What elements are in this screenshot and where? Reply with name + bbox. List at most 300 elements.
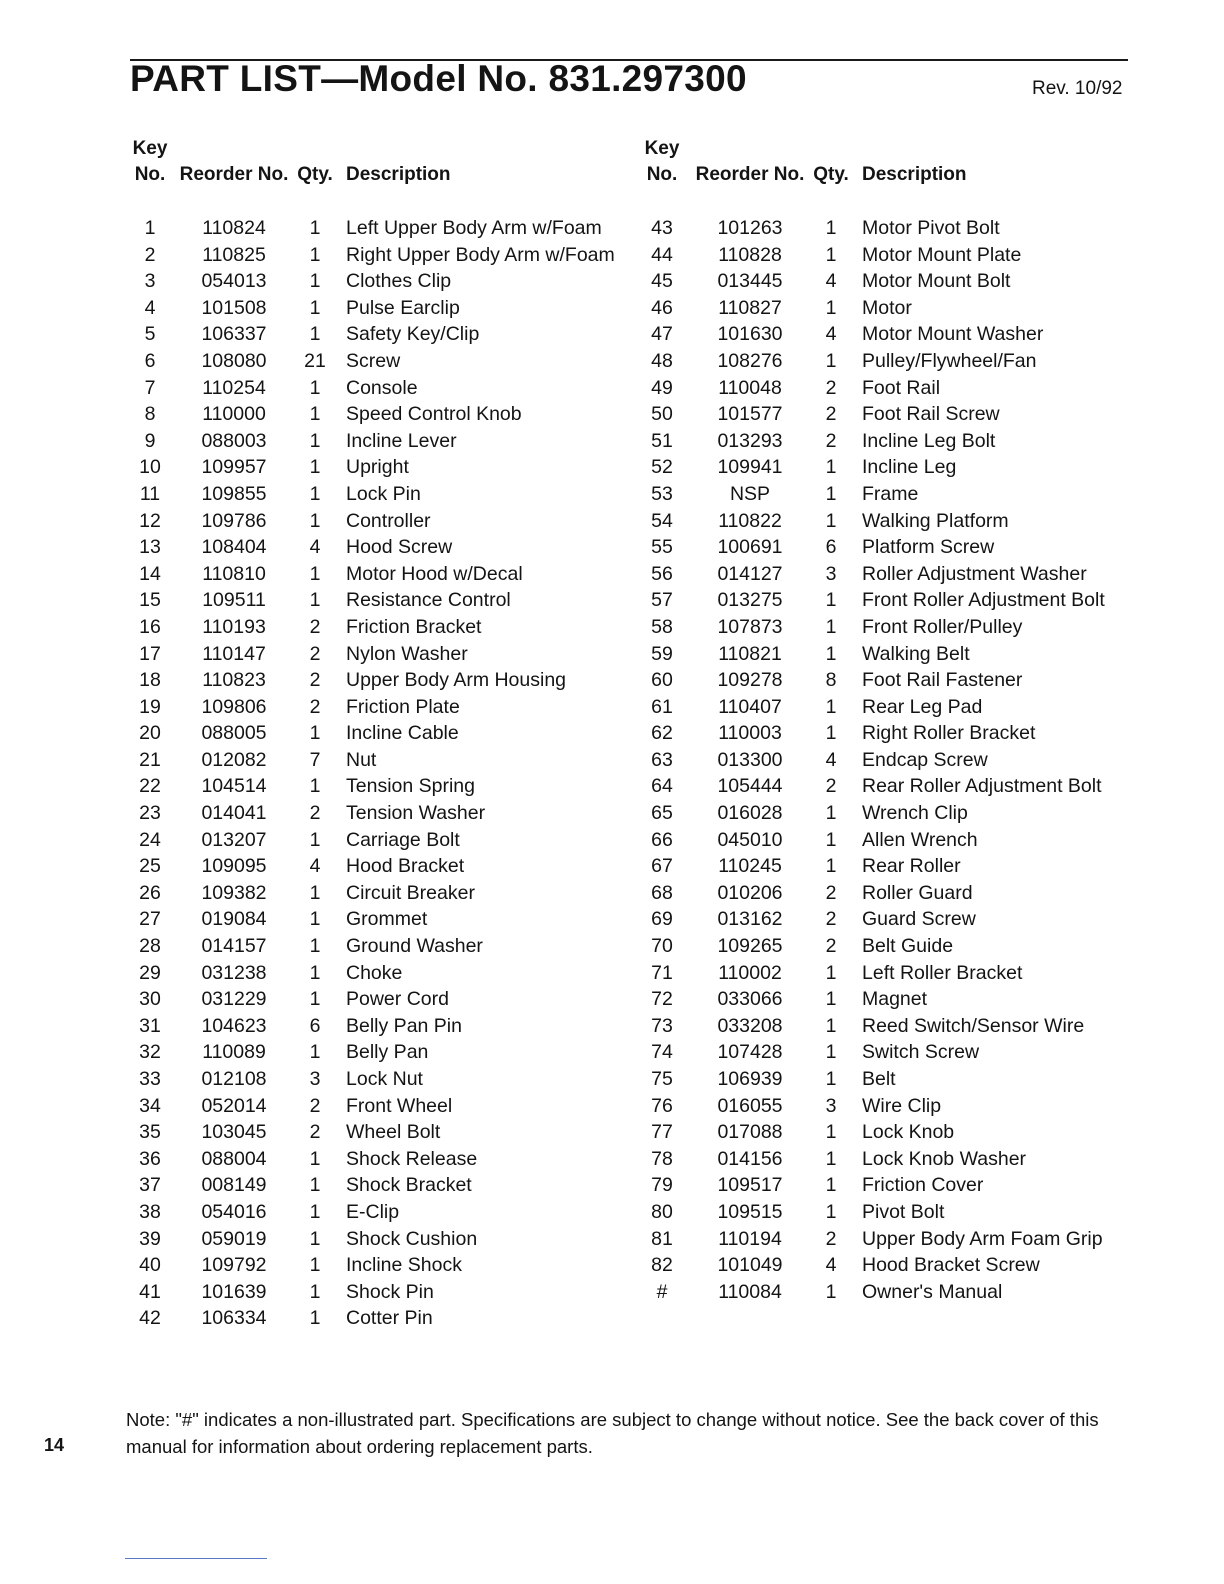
part-reorder-number: 013207: [201, 828, 267, 851]
part-reorder-number: 110000: [202, 403, 266, 426]
part-description: Wire Clip: [862, 1094, 942, 1117]
part-reorder-number: 110827: [718, 296, 782, 319]
part-key: 11: [139, 482, 161, 505]
part-reorder-number: 110245: [718, 855, 782, 878]
part-reorder-number: 019084: [201, 908, 267, 931]
part-reorder-number: 110147: [202, 642, 266, 665]
table-row: [128, 694, 615, 721]
part-quantity: 1: [825, 1068, 837, 1090]
header-key: Key No.: [644, 138, 680, 185]
part-reorder-number: 052014: [201, 1094, 267, 1117]
table-row: [636, 1252, 1105, 1279]
part-reorder-number: 105444: [717, 775, 783, 798]
part-quantity: 4: [825, 748, 837, 771]
part-key: 71: [651, 961, 673, 984]
table-row: [636, 773, 1105, 800]
table-row: [128, 1252, 615, 1279]
table-header: [128, 132, 615, 188]
part-quantity: 2: [825, 429, 837, 452]
part-description: Front Wheel: [346, 1094, 453, 1117]
part-description: Tension Spring: [346, 775, 475, 798]
table-row: [636, 1279, 1105, 1306]
table-row: [128, 1305, 615, 1332]
part-quantity: 1: [309, 961, 321, 984]
table-row: [128, 827, 615, 854]
header-reorder: Reorder No.: [695, 164, 805, 185]
header-reorder: Reorder No.: [179, 164, 289, 185]
table-row: [636, 428, 1105, 455]
part-reorder-number: 109957: [201, 456, 267, 479]
table-row: [128, 906, 615, 933]
part-reorder-number: 110822: [718, 509, 782, 532]
table-row: [636, 880, 1105, 907]
part-description: Belt: [862, 1068, 896, 1090]
part-quantity: 1: [825, 642, 837, 665]
part-quantity: 1: [825, 722, 837, 745]
part-description: Upper Body Arm Housing: [346, 669, 567, 692]
part-quantity: 1: [309, 217, 321, 239]
part-quantity: 2: [825, 403, 837, 426]
part-key: #: [656, 1280, 668, 1303]
part-quantity: 3: [825, 562, 837, 585]
part-key: 2: [144, 243, 156, 266]
part-description: Shock Cushion: [346, 1227, 478, 1250]
part-quantity: 1: [825, 349, 837, 372]
part-quantity: 2: [309, 1121, 321, 1144]
part-description: Friction Plate: [346, 695, 460, 718]
table-row: [636, 587, 1105, 614]
part-key: 5: [144, 323, 156, 346]
part-reorder-number: 033208: [717, 1014, 783, 1037]
part-reorder-number: NSP: [729, 482, 771, 505]
part-quantity: 21: [304, 349, 326, 372]
part-description: Foot Rail Fastener: [862, 669, 1023, 692]
part-key: 27: [139, 908, 161, 931]
part-quantity: 1: [309, 323, 321, 346]
part-quantity: 1: [825, 217, 837, 239]
table-row: [128, 242, 615, 269]
part-key: 53: [651, 482, 673, 505]
part-description: Nut: [346, 748, 377, 771]
part-reorder-number: 109095: [201, 855, 267, 878]
part-reorder-number: 108404: [201, 536, 267, 559]
part-reorder-number: 110084: [718, 1280, 782, 1303]
part-reorder-number: 106334: [201, 1307, 267, 1330]
table-row: [636, 481, 1105, 508]
part-reorder-number: 016028: [717, 802, 783, 825]
part-description: Friction Cover: [862, 1174, 984, 1197]
part-reorder-number: 013275: [717, 589, 783, 612]
part-quantity: 1: [825, 695, 837, 718]
table-row: [128, 1039, 615, 1066]
part-reorder-number: 088005: [201, 722, 267, 745]
part-key: 47: [651, 323, 673, 346]
parts-table-left: [128, 132, 615, 1332]
part-description: Incline Leg Bolt: [862, 429, 996, 452]
part-description: Pulley/Flywheel/Fan: [862, 349, 1037, 372]
part-quantity: 1: [309, 1174, 321, 1197]
part-quantity: 2: [309, 695, 321, 718]
table-row: [128, 428, 615, 455]
part-quantity: 2: [309, 669, 321, 692]
part-key: 56: [651, 562, 673, 585]
part-description: Carriage Bolt: [346, 828, 460, 851]
part-description: Right Roller Bracket: [862, 722, 1036, 745]
part-quantity: 1: [309, 243, 321, 266]
part-reorder-number: 101639: [201, 1280, 267, 1303]
table-row: [128, 853, 615, 880]
part-description: Pivot Bolt: [862, 1200, 945, 1223]
part-key: 57: [651, 589, 673, 612]
part-reorder-number: 109792: [201, 1254, 267, 1277]
part-key: 59: [651, 642, 673, 665]
part-quantity: 1: [309, 1254, 321, 1277]
part-quantity: 1: [309, 881, 321, 904]
parts-rows-left: [128, 215, 615, 1332]
part-key: 8: [144, 403, 156, 426]
part-key: 49: [651, 376, 673, 399]
part-quantity: 1: [309, 376, 321, 399]
part-key: 82: [651, 1254, 673, 1277]
part-key: 9: [144, 429, 156, 452]
part-description: Reed Switch/Sensor Wire: [862, 1014, 1085, 1037]
table-row: [128, 933, 615, 960]
part-quantity: 1: [825, 855, 837, 878]
part-description: Power Cord: [346, 988, 449, 1011]
part-quantity: 2: [825, 935, 837, 958]
table-row: [128, 1279, 615, 1306]
part-description: Pulse Earclip: [346, 296, 460, 319]
part-quantity: 1: [825, 1174, 837, 1197]
part-reorder-number: 110407: [718, 695, 782, 718]
part-key: 65: [651, 802, 673, 825]
part-description: Left Roller Bracket: [862, 961, 1023, 984]
part-key: 15: [139, 589, 161, 612]
part-reorder-number: 101508: [201, 296, 267, 319]
table-row: [636, 454, 1105, 481]
part-key: 78: [651, 1147, 673, 1170]
table-row: [636, 534, 1105, 561]
part-quantity: 1: [825, 482, 837, 505]
table-row: [636, 321, 1105, 348]
part-quantity: 2: [309, 615, 321, 638]
part-description: Incline Shock: [346, 1254, 462, 1277]
header-description: Description: [862, 164, 967, 185]
table-row: [128, 348, 615, 375]
part-key: 64: [651, 775, 673, 798]
part-key: 36: [139, 1147, 161, 1170]
part-reorder-number: 014041: [201, 802, 267, 825]
part-key: 6: [144, 349, 156, 372]
part-description: Ground Washer: [346, 935, 483, 958]
part-key: 80: [651, 1200, 673, 1223]
part-reorder-number: 109515: [717, 1200, 783, 1223]
part-quantity: 4: [309, 536, 321, 559]
part-description: Resistance Control: [346, 589, 511, 612]
table-row: [636, 641, 1105, 668]
part-reorder-number: 014156: [717, 1147, 783, 1170]
table-row: [128, 641, 615, 668]
table-row: [128, 1066, 615, 1093]
part-description: Upper Body Arm Foam Grip: [862, 1227, 1103, 1250]
part-reorder-number: 106337: [201, 323, 267, 346]
part-reorder-number: 110821: [718, 642, 782, 665]
part-quantity: 1: [309, 429, 321, 452]
table-row: [128, 268, 615, 295]
table-row: [128, 1172, 615, 1199]
header-description: Description: [346, 164, 451, 185]
part-key: 67: [651, 855, 673, 878]
part-description: Shock Bracket: [346, 1174, 472, 1197]
part-key: 63: [651, 748, 673, 771]
part-description: Magnet: [862, 988, 928, 1011]
part-reorder-number: 106939: [717, 1068, 783, 1090]
part-reorder-number: 054013: [201, 270, 267, 293]
part-reorder-number: 008149: [201, 1174, 267, 1197]
part-key: 41: [139, 1280, 161, 1303]
part-reorder-number: 013293: [717, 429, 783, 452]
part-key: 44: [651, 243, 673, 266]
part-key: 58: [651, 615, 673, 638]
part-quantity: 1: [825, 1280, 837, 1303]
part-description: Controller: [346, 509, 431, 532]
part-quantity: 1: [825, 243, 837, 266]
part-description: Platform Screw: [862, 536, 995, 559]
part-key: 10: [139, 456, 161, 479]
part-description: Motor Hood w/Decal: [346, 562, 523, 585]
footer-note: Note: "#" indicates a non-illustrated part. Specifications are subject to change without notice. See the back cover of this manual for information about ordering replacement parts.: [126, 1409, 1099, 1457]
part-reorder-number: 110810: [202, 562, 266, 585]
part-reorder-number: 088003: [201, 429, 267, 452]
part-key: 25: [139, 855, 161, 878]
part-description: Switch Screw: [862, 1041, 980, 1064]
part-key: 46: [651, 296, 673, 319]
part-description: Motor Mount Bolt: [862, 270, 1011, 293]
table-row: [128, 720, 615, 747]
part-key: 30: [139, 988, 161, 1011]
part-key: 34: [139, 1094, 161, 1117]
table-row: [636, 1066, 1105, 1093]
part-description: Shock Release: [346, 1147, 478, 1170]
part-description: Nylon Washer: [346, 642, 468, 665]
part-reorder-number: 110002: [718, 961, 782, 984]
part-quantity: 4: [825, 270, 837, 293]
part-quantity: 2: [825, 908, 837, 931]
part-reorder-number: 014157: [201, 935, 267, 958]
table-row: [636, 986, 1105, 1013]
part-key: 23: [139, 802, 161, 825]
table-row: [636, 1039, 1105, 1066]
part-description: Rear Leg Pad: [862, 695, 983, 718]
part-reorder-number: 110003: [718, 722, 782, 745]
part-quantity: 2: [825, 881, 837, 904]
table-row: [128, 508, 615, 535]
table-row: [128, 1093, 615, 1120]
part-reorder-number: 101630: [717, 323, 783, 346]
table-row: [636, 268, 1105, 295]
table-header: [636, 132, 1105, 188]
part-reorder-number: 109511: [202, 589, 266, 612]
part-reorder-number: 110828: [718, 243, 782, 266]
table-row: [636, 906, 1105, 933]
table-row: [128, 667, 615, 694]
part-reorder-number: 012082: [201, 748, 267, 771]
table-row: [636, 561, 1105, 588]
part-description: Cotter Pin: [346, 1307, 433, 1330]
part-key: 75: [651, 1068, 673, 1090]
part-description: Motor: [862, 296, 912, 319]
part-key: 26: [139, 881, 161, 904]
part-key: 29: [139, 961, 161, 984]
part-description: Tension Washer: [346, 802, 486, 825]
part-reorder-number: 107428: [717, 1041, 783, 1064]
part-quantity: 1: [309, 988, 321, 1011]
part-quantity: 1: [825, 1200, 837, 1223]
part-key: 4: [144, 296, 156, 319]
part-quantity: 1: [309, 1280, 321, 1303]
part-reorder-number: 016055: [717, 1094, 783, 1117]
table-row: [636, 720, 1105, 747]
table-row: [128, 960, 615, 987]
part-quantity: 4: [309, 855, 321, 878]
part-description: Speed Control Knob: [346, 403, 522, 426]
part-key: 73: [651, 1014, 673, 1037]
part-key: 62: [651, 722, 673, 745]
part-description: Allen Wrench: [862, 828, 978, 851]
part-quantity: 1: [309, 482, 321, 505]
part-reorder-number: 110254: [202, 376, 266, 399]
part-quantity: 6: [825, 536, 837, 559]
parts-table-right: [636, 132, 1105, 1305]
part-description: Hood Bracket: [346, 855, 465, 878]
table-row: [636, 853, 1105, 880]
table-row: [636, 747, 1105, 774]
part-quantity: 2: [309, 1094, 321, 1117]
part-key: 31: [139, 1014, 161, 1037]
part-description: Foot Rail Screw: [862, 403, 1000, 426]
part-description: Belly Pan: [346, 1041, 429, 1064]
part-description: Belt Guide: [862, 935, 954, 958]
part-reorder-number: 108276: [717, 349, 783, 372]
part-key: 1: [144, 217, 156, 239]
part-reorder-number: 013300: [717, 748, 783, 771]
part-reorder-number: 109265: [717, 935, 783, 958]
part-description: Roller Adjustment Washer: [862, 562, 1087, 585]
part-quantity: 1: [825, 1121, 837, 1144]
part-description: Incline Cable: [346, 722, 459, 745]
part-description: Grommet: [346, 908, 428, 931]
part-reorder-number: 101263: [717, 217, 783, 239]
part-key: 60: [651, 669, 673, 692]
part-description: E-Clip: [346, 1200, 400, 1223]
part-quantity: 1: [309, 456, 321, 479]
part-quantity: 1: [309, 509, 321, 532]
part-reorder-number: 109382: [201, 881, 267, 904]
part-quantity: 4: [825, 323, 837, 346]
part-key: 21: [139, 748, 161, 771]
part-key: 19: [139, 695, 161, 718]
part-key: 77: [651, 1121, 673, 1144]
part-quantity: 3: [825, 1094, 837, 1117]
part-reorder-number: 054016: [201, 1200, 267, 1223]
part-key: 54: [651, 509, 673, 532]
part-quantity: 1: [825, 961, 837, 984]
part-reorder-number: 108080: [201, 349, 267, 372]
part-reorder-number: 109786: [201, 509, 267, 532]
part-description: Friction Bracket: [346, 615, 482, 638]
part-description: Incline Lever: [346, 429, 457, 452]
part-reorder-number: 101577: [717, 403, 783, 426]
part-reorder-number: 031229: [201, 988, 267, 1011]
part-quantity: 1: [825, 988, 837, 1011]
table-row: [636, 215, 1105, 242]
part-quantity: 1: [309, 828, 321, 851]
part-quantity: 1: [825, 1041, 837, 1064]
part-reorder-number: 110089: [202, 1041, 266, 1064]
table-row: [128, 1013, 615, 1040]
part-description: Roller Guard: [862, 881, 973, 904]
part-key: 24: [139, 828, 161, 851]
part-key: 48: [651, 349, 673, 372]
part-key: 12: [139, 509, 161, 532]
part-description: Motor Pivot Bolt: [862, 217, 1000, 239]
part-description: Upright: [346, 456, 409, 479]
table-row: [636, 933, 1105, 960]
table-row: [128, 401, 615, 428]
parts-rows-right: [636, 215, 1105, 1305]
part-quantity: 8: [825, 669, 837, 692]
part-quantity: 1: [825, 828, 837, 851]
part-description: Safety Key/Clip: [346, 323, 480, 346]
table-row: [128, 1119, 615, 1146]
part-key: 7: [144, 376, 156, 399]
part-quantity: 1: [309, 270, 321, 293]
part-reorder-number: 110825: [202, 243, 266, 266]
part-quantity: 1: [309, 1041, 321, 1064]
table-row: [636, 960, 1105, 987]
table-row: [128, 1199, 615, 1226]
part-quantity: 3: [309, 1068, 321, 1090]
part-description: Walking Platform: [862, 509, 1009, 532]
part-description: Lock Pin: [346, 482, 421, 505]
part-key: 42: [139, 1307, 161, 1330]
part-key: 39: [139, 1227, 161, 1250]
part-description: Rear Roller Adjustment Bolt: [862, 775, 1102, 798]
part-description: Left Upper Body Arm w/Foam: [346, 217, 602, 239]
part-quantity: 2: [309, 802, 321, 825]
part-description: Foot Rail: [862, 376, 941, 399]
part-quantity: 1: [309, 935, 321, 958]
part-description: Clothes Clip: [346, 270, 452, 293]
part-key: 72: [651, 988, 673, 1011]
table-row: [128, 986, 615, 1013]
part-reorder-number: 013445: [717, 270, 783, 293]
table-row: [636, 614, 1105, 641]
part-quantity: 1: [825, 296, 837, 319]
part-description: Walking Belt: [862, 642, 970, 665]
table-row: [128, 534, 615, 561]
header-qty: Qty.: [813, 164, 849, 185]
part-quantity: 2: [309, 642, 321, 665]
part-quantity: 1: [309, 296, 321, 319]
part-reorder-number: 110048: [718, 376, 782, 399]
part-quantity: 6: [309, 1014, 321, 1037]
part-key: 66: [651, 828, 673, 851]
part-key: 43: [651, 217, 673, 239]
part-key: 69: [651, 908, 673, 931]
table-row: [636, 348, 1105, 375]
part-description: Console: [346, 376, 418, 399]
